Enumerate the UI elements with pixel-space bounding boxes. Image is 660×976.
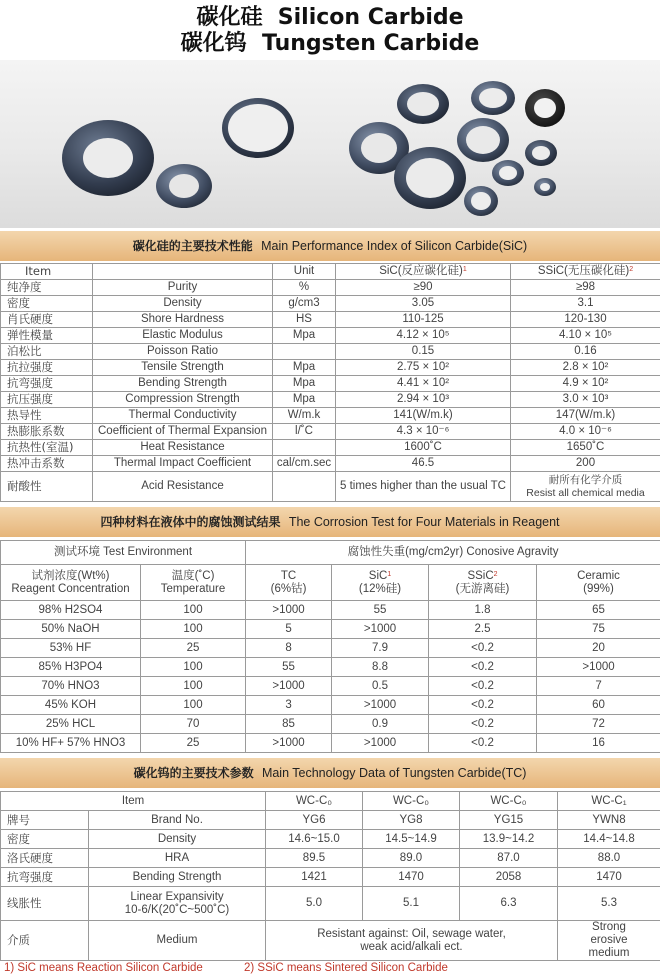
ssic-value: 1650˚C (511, 440, 660, 456)
temperature: 25 (141, 734, 246, 753)
property-en: Density (93, 296, 273, 312)
col-sic2: SiC$^1$ (12%硅) (332, 565, 429, 601)
corrosion-table-header (0, 507, 660, 537)
ceramic-loss: 75 (537, 620, 660, 639)
temperature: 100 (141, 620, 246, 639)
tc-property-en: HRA (89, 849, 266, 868)
title-2-en: Tungsten Carbide (262, 31, 480, 56)
sic-loss: 0.9 (332, 715, 429, 734)
property-zh: 热导性 (1, 408, 93, 424)
col-sic2-sub: (12%硅) (358, 582, 402, 595)
temperature: 100 (141, 601, 246, 620)
sic-value: ≥90 (336, 280, 511, 296)
col-sic2-label: SiC (368, 569, 388, 582)
table-row (1, 541, 660, 565)
tc-property-en: Brand No. (89, 811, 266, 830)
col-ceramic-sub: (99%) (583, 582, 614, 595)
ceramic-loss: 72 (537, 715, 660, 734)
sic-value: 2.75 × 10² (336, 360, 511, 376)
ssic-value: 3.0 × 10³ (511, 392, 660, 408)
ssic-loss: <0.2 (429, 715, 537, 734)
table-row (1, 792, 660, 811)
col-tc-sub: (6%钴) (270, 582, 307, 595)
tc-property-zh: 抗弯强度 (1, 868, 89, 887)
table-row (1, 440, 660, 456)
expansion-en-1: Linear Expansivity (130, 890, 224, 903)
table-row (1, 328, 660, 344)
seal-rings-illustration (0, 60, 660, 228)
tc-loss: >1000 (246, 734, 332, 753)
col-temp (141, 565, 246, 601)
table-row (1, 734, 660, 753)
col-temp-zh: 温度(˚C) (171, 569, 215, 582)
table-row (1, 376, 660, 392)
ceramic-loss: 20 (537, 639, 660, 658)
tc-loss: >1000 (246, 601, 332, 620)
col-reagent (1, 565, 141, 601)
sic-value: 1600˚C (336, 440, 511, 456)
tc-value: 1470 (558, 868, 660, 887)
property-unit: HS (273, 312, 336, 328)
ceramic-loss: 65 (537, 601, 660, 620)
sic-value: 4.3 × 10⁻⁶ (336, 424, 511, 440)
sic-loss: >1000 (332, 696, 429, 715)
ssic-value: 4.9 × 10² (511, 376, 660, 392)
table-row (1, 344, 660, 360)
ssic-loss: 1.8 (429, 601, 537, 620)
tc-loss: >1000 (246, 677, 332, 696)
property-en: Bending Strength (93, 376, 273, 392)
table-row (1, 601, 660, 620)
sic-loss: 8.8 (332, 658, 429, 677)
ssic-loss: <0.2 (429, 677, 537, 696)
sic-value: 4.41 × 10² (336, 376, 511, 392)
property-zh: 肖氏硬度 (1, 312, 93, 328)
property-zh: 密度 (1, 296, 93, 312)
tc-loss: 8 (246, 639, 332, 658)
sic-value: 110-125 (336, 312, 511, 328)
tc-loss: 3 (246, 696, 332, 715)
tc-value: 14.4~14.8 (558, 830, 660, 849)
property-zh: 泊松比 (1, 344, 93, 360)
ssic-loss: <0.2 (429, 639, 537, 658)
sic-loss: >1000 (332, 734, 429, 753)
ssic-value: ≥98 (511, 280, 660, 296)
ssic-value: 120-130 (511, 312, 660, 328)
table-row (1, 472, 660, 502)
col-unit: Unit (273, 264, 336, 280)
temperature: 100 (141, 677, 246, 696)
table-row (1, 830, 660, 849)
temperature: 100 (141, 658, 246, 677)
property-en: Poisson Ratio (93, 344, 273, 360)
property-unit: % (273, 280, 336, 296)
col-ssic-label: SSiC(无压碳化硅) (537, 265, 630, 277)
property-unit: Mpa (273, 328, 336, 344)
property-unit: cal/cm.sec (273, 456, 336, 472)
table-row (1, 658, 660, 677)
table-row (1, 424, 660, 440)
property-en: Thermal Impact Coefficient (93, 456, 273, 472)
tc-loss: 5 (246, 620, 332, 639)
sic-value: 46.5 (336, 456, 511, 472)
product-photo (0, 60, 660, 228)
property-unit: W/m.k (273, 408, 336, 424)
col-sic-label: SiC(反应碳化硅) (379, 265, 463, 277)
table-row (1, 280, 660, 296)
reagent: 53% HF (1, 639, 141, 658)
property-unit (273, 440, 336, 456)
property-en: Elastic Modulus (93, 328, 273, 344)
ssic-loss: <0.2 (429, 696, 537, 715)
table-row (1, 921, 660, 961)
expansion-v4: 5.3 (558, 887, 660, 921)
tc-loss: 55 (246, 658, 332, 677)
tc-col-4: WC-C₁ (558, 792, 660, 811)
col-ssic2-sub: (无游离硅) (455, 582, 510, 595)
tc-value: 13.9~14.2 (460, 830, 558, 849)
property-en: Purity (93, 280, 273, 296)
table-row (1, 296, 660, 312)
reagent: 25% HCL (1, 715, 141, 734)
acid-unit (273, 472, 336, 502)
tc-value: 14.5~14.9 (363, 830, 460, 849)
tc-value: 14.6~15.0 (266, 830, 363, 849)
sic-loss: 7.9 (332, 639, 429, 658)
tc-value: 2058 (460, 868, 558, 887)
tc-value: YG15 (460, 811, 558, 830)
table-row (1, 677, 660, 696)
table-row (1, 887, 660, 921)
property-unit: l/˚C (273, 424, 336, 440)
tc-value: 87.0 (460, 849, 558, 868)
tc-value: 1421 (266, 868, 363, 887)
property-unit: Mpa (273, 360, 336, 376)
reagent: 50% NaOH (1, 620, 141, 639)
table-row (1, 456, 660, 472)
sic-acid-row (0, 471, 660, 502)
tc-property-en: Bending Strength (89, 868, 266, 887)
col-temp-en: Temperature (160, 582, 226, 595)
table-row (1, 392, 660, 408)
reagent: 70% HNO3 (1, 677, 141, 696)
tc-value: 89.0 (363, 849, 460, 868)
col-ssic2: SSiC$^2$ (无游离硅) (429, 565, 537, 601)
tc-value: 88.0 (558, 849, 660, 868)
table-row (1, 312, 660, 328)
property-zh: 抗弯强度 (1, 376, 93, 392)
medium-v3 (558, 921, 660, 961)
tc-col-item: Item (1, 792, 266, 811)
property-en: Tensile Strength (93, 360, 273, 376)
medium-zh: 介质 (1, 921, 89, 961)
ssic-value: 4.10 × 10⁵ (511, 328, 660, 344)
ssic-value: 4.0 × 10⁻⁶ (511, 424, 660, 440)
tc-property-en: Density (89, 830, 266, 849)
table-row (1, 565, 660, 601)
reagent: 98% H2SO4 (1, 601, 141, 620)
tc-col-1: WC-C₀ (266, 792, 363, 811)
sic-loss: >1000 (332, 620, 429, 639)
col-tc (246, 565, 332, 601)
table-row (1, 408, 660, 424)
ceramic-loss: >1000 (537, 658, 660, 677)
ssic-value: 2.8 × 10² (511, 360, 660, 376)
reagent: 10% HF+ 57% HNO3 (1, 734, 141, 753)
ssic-loss: <0.2 (429, 734, 537, 753)
table-row (1, 696, 660, 715)
env-label: 测试环境 Test Environment (1, 541, 246, 565)
ssic-value: 0.16 (511, 344, 660, 360)
col-ceramic (537, 565, 660, 601)
medium-strong-1: Strong (592, 921, 626, 933)
tc-value: YG6 (266, 811, 363, 830)
tc-col-3: WC-C₀ (460, 792, 558, 811)
ceramic-loss: 7 (537, 677, 660, 696)
expansion-v1: 5.0 (266, 887, 363, 921)
table-row (1, 360, 660, 376)
property-unit: Mpa (273, 376, 336, 392)
corrosion-table (0, 540, 660, 753)
table-row (1, 264, 660, 280)
temperature: 25 (141, 639, 246, 658)
tc-col-2: WC-C₀ (363, 792, 460, 811)
property-zh: 抗压强度 (1, 392, 93, 408)
sic-value: 2.94 × 10³ (336, 392, 511, 408)
sic-header-zh: 碳化硅的主要技术性能 (132, 239, 253, 253)
corrosion-header-zh: 四种材料在液体中的腐蚀测试结果 (100, 515, 281, 529)
ssic-value: 3.1 (511, 296, 660, 312)
table-row (1, 715, 660, 734)
property-en: Heat Resistance (93, 440, 273, 456)
property-zh: 抗热性(室温) (1, 440, 93, 456)
sic-loss: 0.5 (332, 677, 429, 696)
medium-text-1: Resistant against: Oil, sewage water, (317, 927, 506, 940)
corrosion-header-en: The Corrosion Test for Four Materials in Reagent (288, 515, 560, 529)
sic-table-header (0, 231, 660, 261)
table-row (1, 868, 660, 887)
ssic-value: 147(W/m.k) (511, 408, 660, 424)
tc-property-zh: 牌号 (1, 811, 89, 830)
medium-strong-2: erosive (590, 934, 628, 946)
sic-table (0, 263, 660, 280)
acid-en: Acid Resistance (93, 472, 273, 502)
property-zh: 热冲击系数 (1, 456, 93, 472)
sic-value: 4.12 × 10⁵ (336, 328, 511, 344)
medium-text-2: weak acid/alkali ect. (360, 940, 463, 953)
acid-sic: 5 times higher than the usual TC (336, 472, 511, 502)
property-zh: 弹性模量 (1, 328, 93, 344)
ssic-loss: 2.5 (429, 620, 537, 639)
property-en: Thermal Conductivity (93, 408, 273, 424)
table-row (1, 849, 660, 868)
col-reagent-zh: 试剂浓度(Wt%) (31, 569, 110, 582)
property-zh: 热膨胀系数 (1, 424, 93, 440)
property-en: Compression Strength (93, 392, 273, 408)
tc-table-header (0, 758, 660, 788)
col-sic: SiC(反应碳化硅)$^1$ (336, 264, 511, 280)
tc-value: YWN8 (558, 811, 660, 830)
reagent: 85% H3PO4 (1, 658, 141, 677)
property-unit: Mpa (273, 392, 336, 408)
sic-value: 141(W/m.k) (336, 408, 511, 424)
medium-en: Medium (89, 921, 266, 961)
sic-table-rows (0, 279, 660, 472)
blank-cell (93, 264, 273, 280)
table-row (1, 811, 660, 830)
tc-value: 89.5 (266, 849, 363, 868)
expansion-v2: 5.1 (363, 887, 460, 921)
tc-table (0, 791, 660, 961)
property-unit: g/cm3 (273, 296, 336, 312)
tc-value: 1470 (363, 868, 460, 887)
expansion-en (89, 887, 266, 921)
property-zh: 抗拉强度 (1, 360, 93, 376)
property-en: Shore Hardness (93, 312, 273, 328)
tc-property-zh: 洛氏硬度 (1, 849, 89, 868)
ceramic-loss: 16 (537, 734, 660, 753)
expansion-zh: 线胀性 (1, 887, 89, 921)
acid-zh: 耐酸性 (1, 472, 93, 502)
title-1-en: Silicon Carbide (277, 5, 464, 30)
footnote-1: 1) SiC means Reaction Silicon Carbide (4, 962, 203, 974)
col-ceramic-label: Ceramic (577, 569, 620, 582)
title-1-zh: 碳化硅 (196, 5, 263, 30)
tc-property-zh: 密度 (1, 830, 89, 849)
acid-ssic (511, 472, 660, 502)
title-line-2 (0, 26, 660, 57)
table-row (1, 620, 660, 639)
acid-ssic-en: Resist all chemical media (526, 486, 645, 499)
medium-v1 (266, 921, 558, 961)
title-2-zh: 碳化钨 (180, 31, 247, 56)
table-row (1, 639, 660, 658)
col-tc-label: TC (280, 569, 297, 582)
col-reagent-en: Reagent Concentration (11, 582, 130, 595)
ssic-loss: <0.2 (429, 658, 537, 677)
ceramic-loss: 60 (537, 696, 660, 715)
sic-header-en: Main Performance Index of Silicon Carbide(SiC) (261, 239, 528, 253)
reagent: 45% KOH (1, 696, 141, 715)
tc-header-zh: 碳化钨的主要技术参数 (133, 766, 254, 780)
expansion-en-2: 10-6/K(20˚C~500˚C) (124, 903, 230, 916)
ssic-value: 200 (511, 456, 660, 472)
col-item: Item (1, 264, 93, 280)
footnote-2: 2) SSiC means Sintered Silicon Carbide (244, 962, 448, 974)
tc-value: YG8 (363, 811, 460, 830)
property-zh: 纯净度 (1, 280, 93, 296)
sic-loss: 55 (332, 601, 429, 620)
sic-value: 0.15 (336, 344, 511, 360)
acid-ssic-zh: 耐所有化学介质 (548, 473, 623, 486)
col-ssic: SSiC(无压碳化硅)$^2$ (511, 264, 660, 280)
sic-value: 3.05 (336, 296, 511, 312)
property-en: Coefficient of Thermal Expansion (93, 424, 273, 440)
col-ssic2-label: SSiC (467, 569, 494, 582)
medium-strong-3: medium (588, 947, 630, 959)
tc-header-en: Main Technology Data of Tungsten Carbide(TC) (261, 766, 527, 780)
expansion-v3: 6.3 (460, 887, 558, 921)
temperature: 100 (141, 696, 246, 715)
tc-loss: 85 (246, 715, 332, 734)
temperature: 70 (141, 715, 246, 734)
property-unit (273, 344, 336, 360)
loss-label: 腐蚀性失重(mg/cm2yr) Conosive Agravity (246, 541, 660, 565)
